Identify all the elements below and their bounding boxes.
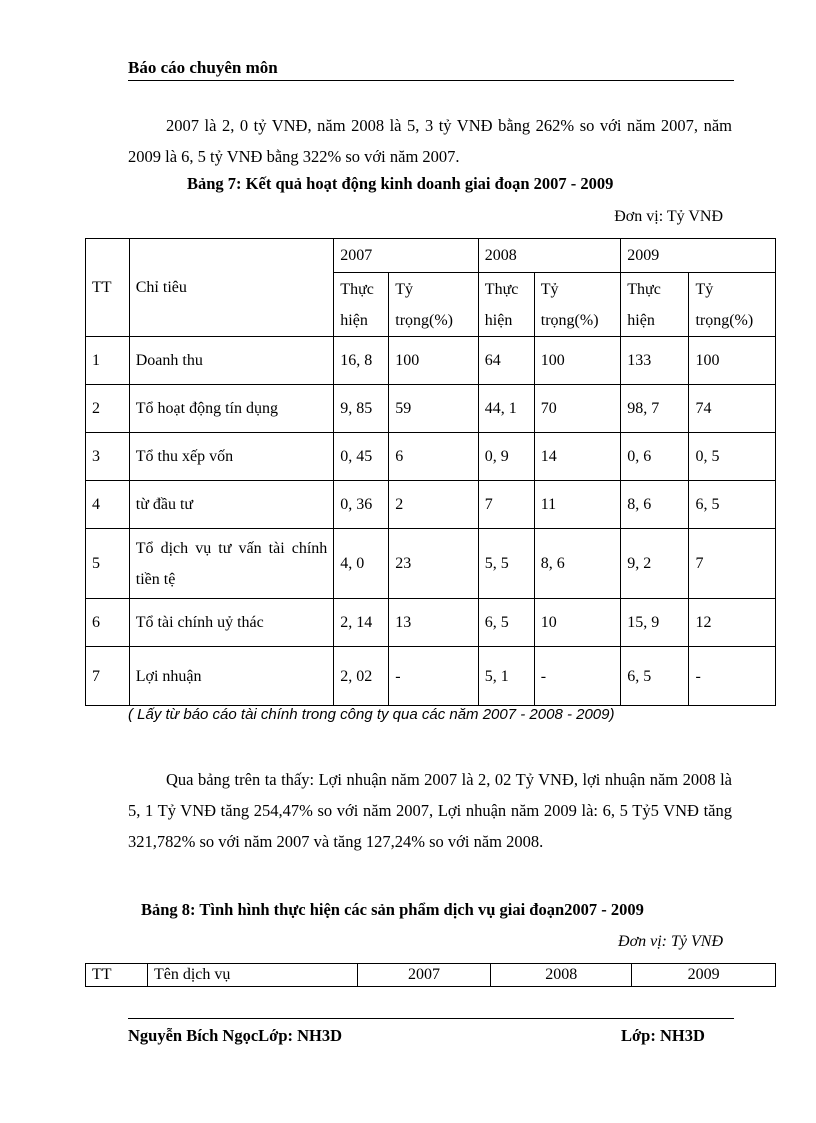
table7-header-year: 2007 (334, 239, 479, 273)
row-actual-value: 5, 5 (478, 529, 534, 599)
row-share-value: 100 (534, 337, 621, 385)
footer-divider (128, 1018, 734, 1019)
row-actual-value: 2, 02 (334, 647, 389, 706)
table7-subheader-share: Tỷ trọng(%) (534, 273, 621, 337)
table8-header-service: Tên dịch vụ (147, 964, 357, 987)
table-row (86, 337, 776, 385)
footer-author: Nguyễn Bích NgọcLớp: NH3D (128, 1026, 343, 1045)
table7-header-row (86, 239, 776, 273)
row-actual-value: 6, 5 (478, 599, 534, 647)
row-actual-value: 98, 7 (621, 385, 689, 433)
table8-header-year: 2007 (357, 964, 491, 987)
analysis-paragraph: Qua bảng trên ta thấy: Lợi nhuận năm 2007 là 2, 02 Tỷ VNĐ, lợi nhuận năm 2008 là 5, 1 Tỷ VNĐ tăng 254,47% so với năm 2007, Lợi nhuận năm 2009 là: 6, 5 Tỷ5 VNĐ tăng 321,782% so với năm 2007 và tăng 127,24% so với năm 2008. (128, 770, 732, 851)
row-indicator-name: Lợi nhuận (129, 647, 334, 706)
row-share-value: 74 (689, 385, 776, 433)
row-tt: 7 (86, 647, 130, 706)
row-share-value: 12 (689, 599, 776, 647)
row-indicator-name: Doanh thu (129, 337, 334, 385)
row-share-value: 23 (389, 529, 479, 599)
row-actual-value: 0, 6 (621, 433, 689, 481)
table8-header-row (86, 964, 776, 987)
row-actual-value: 9, 2 (621, 529, 689, 599)
row-share-value: 59 (389, 385, 479, 433)
row-tt: 1 (86, 337, 130, 385)
table7 (85, 238, 776, 706)
row-tt: 6 (86, 599, 130, 647)
table7-unit: Đơn vị: Tỷ VNĐ (614, 208, 723, 225)
row-share-value: 14 (534, 433, 621, 481)
row-actual-value: 5, 1 (478, 647, 534, 706)
row-share-value: - (689, 647, 776, 706)
row-actual-value: 133 (621, 337, 689, 385)
table-row (86, 599, 776, 647)
table-row (86, 433, 776, 481)
row-indicator-name: Tổ tài chính uỷ thác (129, 599, 334, 647)
table-row (86, 385, 776, 433)
row-actual-value: 64 (478, 337, 534, 385)
row-share-value: - (389, 647, 479, 706)
row-actual-value: 7 (478, 481, 534, 529)
header-divider (128, 80, 734, 81)
table8-unit: Đơn vị: Tỷ VNĐ (618, 933, 723, 950)
row-share-value: 70 (534, 385, 621, 433)
row-actual-value: 4, 0 (334, 529, 389, 599)
table-row (86, 481, 776, 529)
row-actual-value: 16, 8 (334, 337, 389, 385)
row-share-value: 8, 6 (534, 529, 621, 599)
row-tt: 2 (86, 385, 130, 433)
row-actual-value: 0, 9 (478, 433, 534, 481)
table7-subheader-share: Tỷ trọng(%) (689, 273, 776, 337)
row-actual-value: 15, 9 (621, 599, 689, 647)
table7-subheader-actual: Thực hiện (334, 273, 389, 337)
row-share-value: 100 (689, 337, 776, 385)
row-indicator-name: Tổ dịch vụ tư vấn tài chính tiền tệ (129, 529, 334, 599)
row-indicator-name: Tổ thu xếp vốn (129, 433, 334, 481)
row-actual-value: 2, 14 (334, 599, 389, 647)
table7-body (86, 337, 776, 706)
table7-header-indicator: Chỉ tiêu (129, 239, 334, 337)
table8-header-year: 2009 (632, 964, 776, 987)
row-share-value: 100 (389, 337, 479, 385)
table-row (86, 647, 776, 706)
table7-subheader-share: Tỷ trọng(%) (389, 273, 479, 337)
row-share-value: 10 (534, 599, 621, 647)
table8-caption: Bảng 8: Tình hình thực hiện các sản phẩm dịch vụ giai đoạn2007 - 2009 (141, 900, 644, 919)
row-actual-value: 0, 36 (334, 481, 389, 529)
row-share-value: 6, 5 (689, 481, 776, 529)
intro-paragraph: 2007 là 2, 0 tỷ VNĐ, năm 2008 là 5, 3 tỷ VNĐ bằng 262% so với năm 2007, năm 2009 là 6, 5 tỷ VNĐ bằng 322% so với năm 2007. (128, 116, 732, 166)
row-share-value: 0, 5 (689, 433, 776, 481)
row-indicator-name: từ đầu tư (129, 481, 334, 529)
table7-header-year: 2008 (478, 239, 620, 273)
table7-header-year: 2009 (621, 239, 776, 273)
row-actual-value: 44, 1 (478, 385, 534, 433)
table8 (85, 963, 776, 987)
table7-subheader-actual: Thực hiện (621, 273, 689, 337)
row-share-value: - (534, 647, 621, 706)
table7-subheader-actual: Thực hiện (478, 273, 534, 337)
row-actual-value: 6, 5 (621, 647, 689, 706)
row-indicator-name: Tổ hoạt động tín dụng (129, 385, 334, 433)
row-share-value: 2 (389, 481, 479, 529)
row-share-value: 7 (689, 529, 776, 599)
row-tt: 5 (86, 529, 130, 599)
row-share-value: 6 (389, 433, 479, 481)
row-share-value: 11 (534, 481, 621, 529)
table-row (86, 529, 776, 599)
table8-header-year: 2008 (491, 964, 632, 987)
footer-class: Lớp: NH3D (621, 1026, 705, 1045)
row-actual-value: 8, 6 (621, 481, 689, 529)
table7-source-note: ( Lấy từ báo cáo tài chính trong công ty qua các năm 2007 - 2008 - 2009) (128, 706, 615, 723)
table7-caption: Bảng 7: Kết quả hoạt động kinh doanh giai đoạn 2007 - 2009 (187, 174, 614, 193)
row-share-value: 13 (389, 599, 479, 647)
row-tt: 3 (86, 433, 130, 481)
row-actual-value: 0, 45 (334, 433, 389, 481)
table7-header-tt: TT (86, 239, 130, 337)
page-header-title: Báo cáo chuyên môn (128, 58, 278, 77)
row-tt: 4 (86, 481, 130, 529)
row-actual-value: 9, 85 (334, 385, 389, 433)
table8-header-tt: TT (86, 964, 148, 987)
